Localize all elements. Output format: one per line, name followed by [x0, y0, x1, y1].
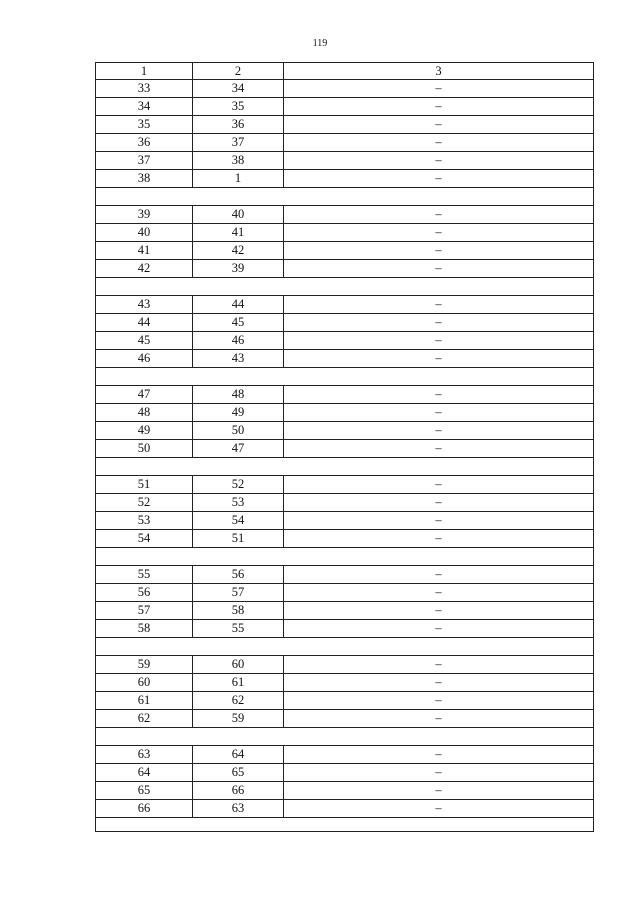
table-cell-col-2: 41 [193, 224, 284, 242]
table-cell-col-2: 50 [193, 422, 284, 440]
table-header-row [96, 63, 594, 80]
table-cell-col-3: – [284, 494, 594, 512]
table-cell-col-1: 36 [96, 134, 193, 152]
table-row [96, 800, 594, 818]
table-row [96, 152, 594, 170]
table-cell-col-3: – [284, 710, 594, 728]
group-separator-cell [96, 368, 594, 386]
table-cell-col-2: 51 [193, 530, 284, 548]
table-row [96, 602, 594, 620]
group-separator-row [96, 278, 594, 296]
table-row [96, 386, 594, 404]
table-cell-col-3: – [284, 422, 594, 440]
group-separator-row [96, 818, 594, 832]
table-row [96, 512, 594, 530]
group-separator-row [96, 458, 594, 476]
table-cell-col-1: 54 [96, 530, 193, 548]
table-cell-col-1: 35 [96, 116, 193, 134]
table-cell-col-1: 53 [96, 512, 193, 530]
table-row [96, 674, 594, 692]
table-cell-col-2: 61 [193, 674, 284, 692]
table-row [96, 584, 594, 602]
table-cell-col-3: – [284, 98, 594, 116]
table-cell-col-3: – [284, 800, 594, 818]
table-cell-col-2: 56 [193, 566, 284, 584]
table-cell-col-2: 64 [193, 746, 284, 764]
group-separator-cell [96, 188, 594, 206]
table-cell-col-1: 43 [96, 296, 193, 314]
table-cell-col-2: 54 [193, 512, 284, 530]
header-cell-3: 3 [284, 63, 594, 80]
table-cell-col-3: – [284, 674, 594, 692]
table-cell-col-3: – [284, 206, 594, 224]
group-separator-row [96, 188, 594, 206]
table-row [96, 566, 594, 584]
table-row [96, 710, 594, 728]
table-cell-col-2: 35 [193, 98, 284, 116]
table-cell-col-3: – [284, 152, 594, 170]
table-cell-col-2: 60 [193, 656, 284, 674]
table-cell-col-3: – [284, 656, 594, 674]
table-cell-col-3: – [284, 584, 594, 602]
table-cell-col-1: 38 [96, 170, 193, 188]
table-row [96, 116, 594, 134]
table-cell-col-2: 49 [193, 404, 284, 422]
table-cell-col-1: 52 [96, 494, 193, 512]
table-cell-col-2: 52 [193, 476, 284, 494]
table-cell-col-1: 47 [96, 386, 193, 404]
table-cell-col-3: – [284, 116, 594, 134]
table-cell-col-1: 57 [96, 602, 193, 620]
table-cell-col-2: 37 [193, 134, 284, 152]
table-row [96, 350, 594, 368]
table-cell-col-2: 53 [193, 494, 284, 512]
header-cell-1: 1 [96, 63, 193, 80]
table-row [96, 494, 594, 512]
table-cell-col-1: 50 [96, 440, 193, 458]
table-cell-col-2: 48 [193, 386, 284, 404]
table-cell-col-1: 49 [96, 422, 193, 440]
table-cell-col-3: – [284, 332, 594, 350]
table-cell-col-2: 66 [193, 782, 284, 800]
table-row [96, 134, 594, 152]
table-cell-col-3: – [284, 476, 594, 494]
page-number: 119 [312, 38, 328, 49]
table-cell-col-1: 42 [96, 260, 193, 278]
table-cell-col-3: – [284, 692, 594, 710]
table-cell-col-2: 55 [193, 620, 284, 638]
table-cell-col-1: 64 [96, 764, 193, 782]
table-row [96, 170, 594, 188]
table-cell-col-1: 39 [96, 206, 193, 224]
group-separator-cell [96, 638, 594, 656]
group-separator-row [96, 548, 594, 566]
table-cell-col-2: 43 [193, 350, 284, 368]
table-cell-col-2: 59 [193, 710, 284, 728]
table-cell-col-3: – [284, 746, 594, 764]
table-row [96, 314, 594, 332]
table-cell-col-3: – [284, 386, 594, 404]
table-cell-col-3: – [284, 764, 594, 782]
table-cell-col-3: – [284, 314, 594, 332]
group-separator-cell [96, 548, 594, 566]
table-cell-col-3: – [284, 170, 594, 188]
table-row [96, 332, 594, 350]
table-cell-col-2: 65 [193, 764, 284, 782]
table-cell-col-1: 62 [96, 710, 193, 728]
data-table [95, 62, 594, 832]
table-cell-col-1: 61 [96, 692, 193, 710]
header-cell-2: 2 [193, 63, 284, 80]
table-cell-col-3: – [284, 224, 594, 242]
table-cell-col-2: 63 [193, 800, 284, 818]
table-body [96, 63, 594, 832]
table-cell-col-2: 34 [193, 80, 284, 98]
table-cell-col-3: – [284, 512, 594, 530]
table-cell-col-3: – [284, 620, 594, 638]
table-row [96, 656, 594, 674]
table-cell-col-3: – [284, 530, 594, 548]
group-separator-cell [96, 278, 594, 296]
table-row [96, 692, 594, 710]
table-cell-col-2: 62 [193, 692, 284, 710]
table-row [96, 476, 594, 494]
table-cell-col-2: 45 [193, 314, 284, 332]
table-cell-col-1: 37 [96, 152, 193, 170]
table-row [96, 620, 594, 638]
table-cell-col-1: 44 [96, 314, 193, 332]
table-row [96, 440, 594, 458]
table-cell-col-3: – [284, 134, 594, 152]
table-cell-col-3: – [284, 350, 594, 368]
table-row [96, 80, 594, 98]
table-cell-col-3: – [284, 404, 594, 422]
table-row [96, 260, 594, 278]
table-row [96, 746, 594, 764]
group-separator-row [96, 368, 594, 386]
table-cell-col-3: – [284, 566, 594, 584]
table-cell-col-2: 39 [193, 260, 284, 278]
table-cell-col-1: 40 [96, 224, 193, 242]
table-cell-col-1: 55 [96, 566, 193, 584]
table-cell-col-1: 66 [96, 800, 193, 818]
table-cell-col-1: 45 [96, 332, 193, 350]
table-row [96, 224, 594, 242]
table-cell-col-3: – [284, 440, 594, 458]
table-cell-col-3: – [284, 260, 594, 278]
table-cell-col-2: 44 [193, 296, 284, 314]
table-row [96, 404, 594, 422]
table-cell-col-2: 47 [193, 440, 284, 458]
table-cell-col-2: 57 [193, 584, 284, 602]
table-cell-col-2: 36 [193, 116, 284, 134]
table-cell-col-3: – [284, 242, 594, 260]
group-separator-cell [96, 728, 594, 746]
table-row [96, 422, 594, 440]
group-separator-cell [96, 818, 594, 832]
table-cell-col-2: 40 [193, 206, 284, 224]
table-cell-col-2: 38 [193, 152, 284, 170]
table-cell-col-1: 33 [96, 80, 193, 98]
table-row [96, 242, 594, 260]
table-cell-col-1: 60 [96, 674, 193, 692]
table-cell-col-3: – [284, 782, 594, 800]
table-cell-col-1: 58 [96, 620, 193, 638]
table-row [96, 782, 594, 800]
group-separator-cell [96, 458, 594, 476]
table-cell-col-1: 56 [96, 584, 193, 602]
table-cell-col-2: 42 [193, 242, 284, 260]
table-cell-col-3: – [284, 80, 594, 98]
table-cell-col-3: – [284, 296, 594, 314]
table-cell-col-2: 58 [193, 602, 284, 620]
table-cell-col-1: 41 [96, 242, 193, 260]
group-separator-row [96, 728, 594, 746]
table-cell-col-2: 46 [193, 332, 284, 350]
table-cell-col-3: – [284, 602, 594, 620]
table-row [96, 206, 594, 224]
table-row [96, 98, 594, 116]
table-cell-col-1: 48 [96, 404, 193, 422]
table-row [96, 764, 594, 782]
table-cell-col-1: 63 [96, 746, 193, 764]
table-cell-col-1: 59 [96, 656, 193, 674]
table-cell-col-1: 46 [96, 350, 193, 368]
table-cell-col-1: 65 [96, 782, 193, 800]
table-cell-col-1: 51 [96, 476, 193, 494]
table-cell-col-1: 34 [96, 98, 193, 116]
group-separator-row [96, 638, 594, 656]
table-cell-col-2: 1 [193, 170, 284, 188]
table-row [96, 296, 594, 314]
table-row [96, 530, 594, 548]
